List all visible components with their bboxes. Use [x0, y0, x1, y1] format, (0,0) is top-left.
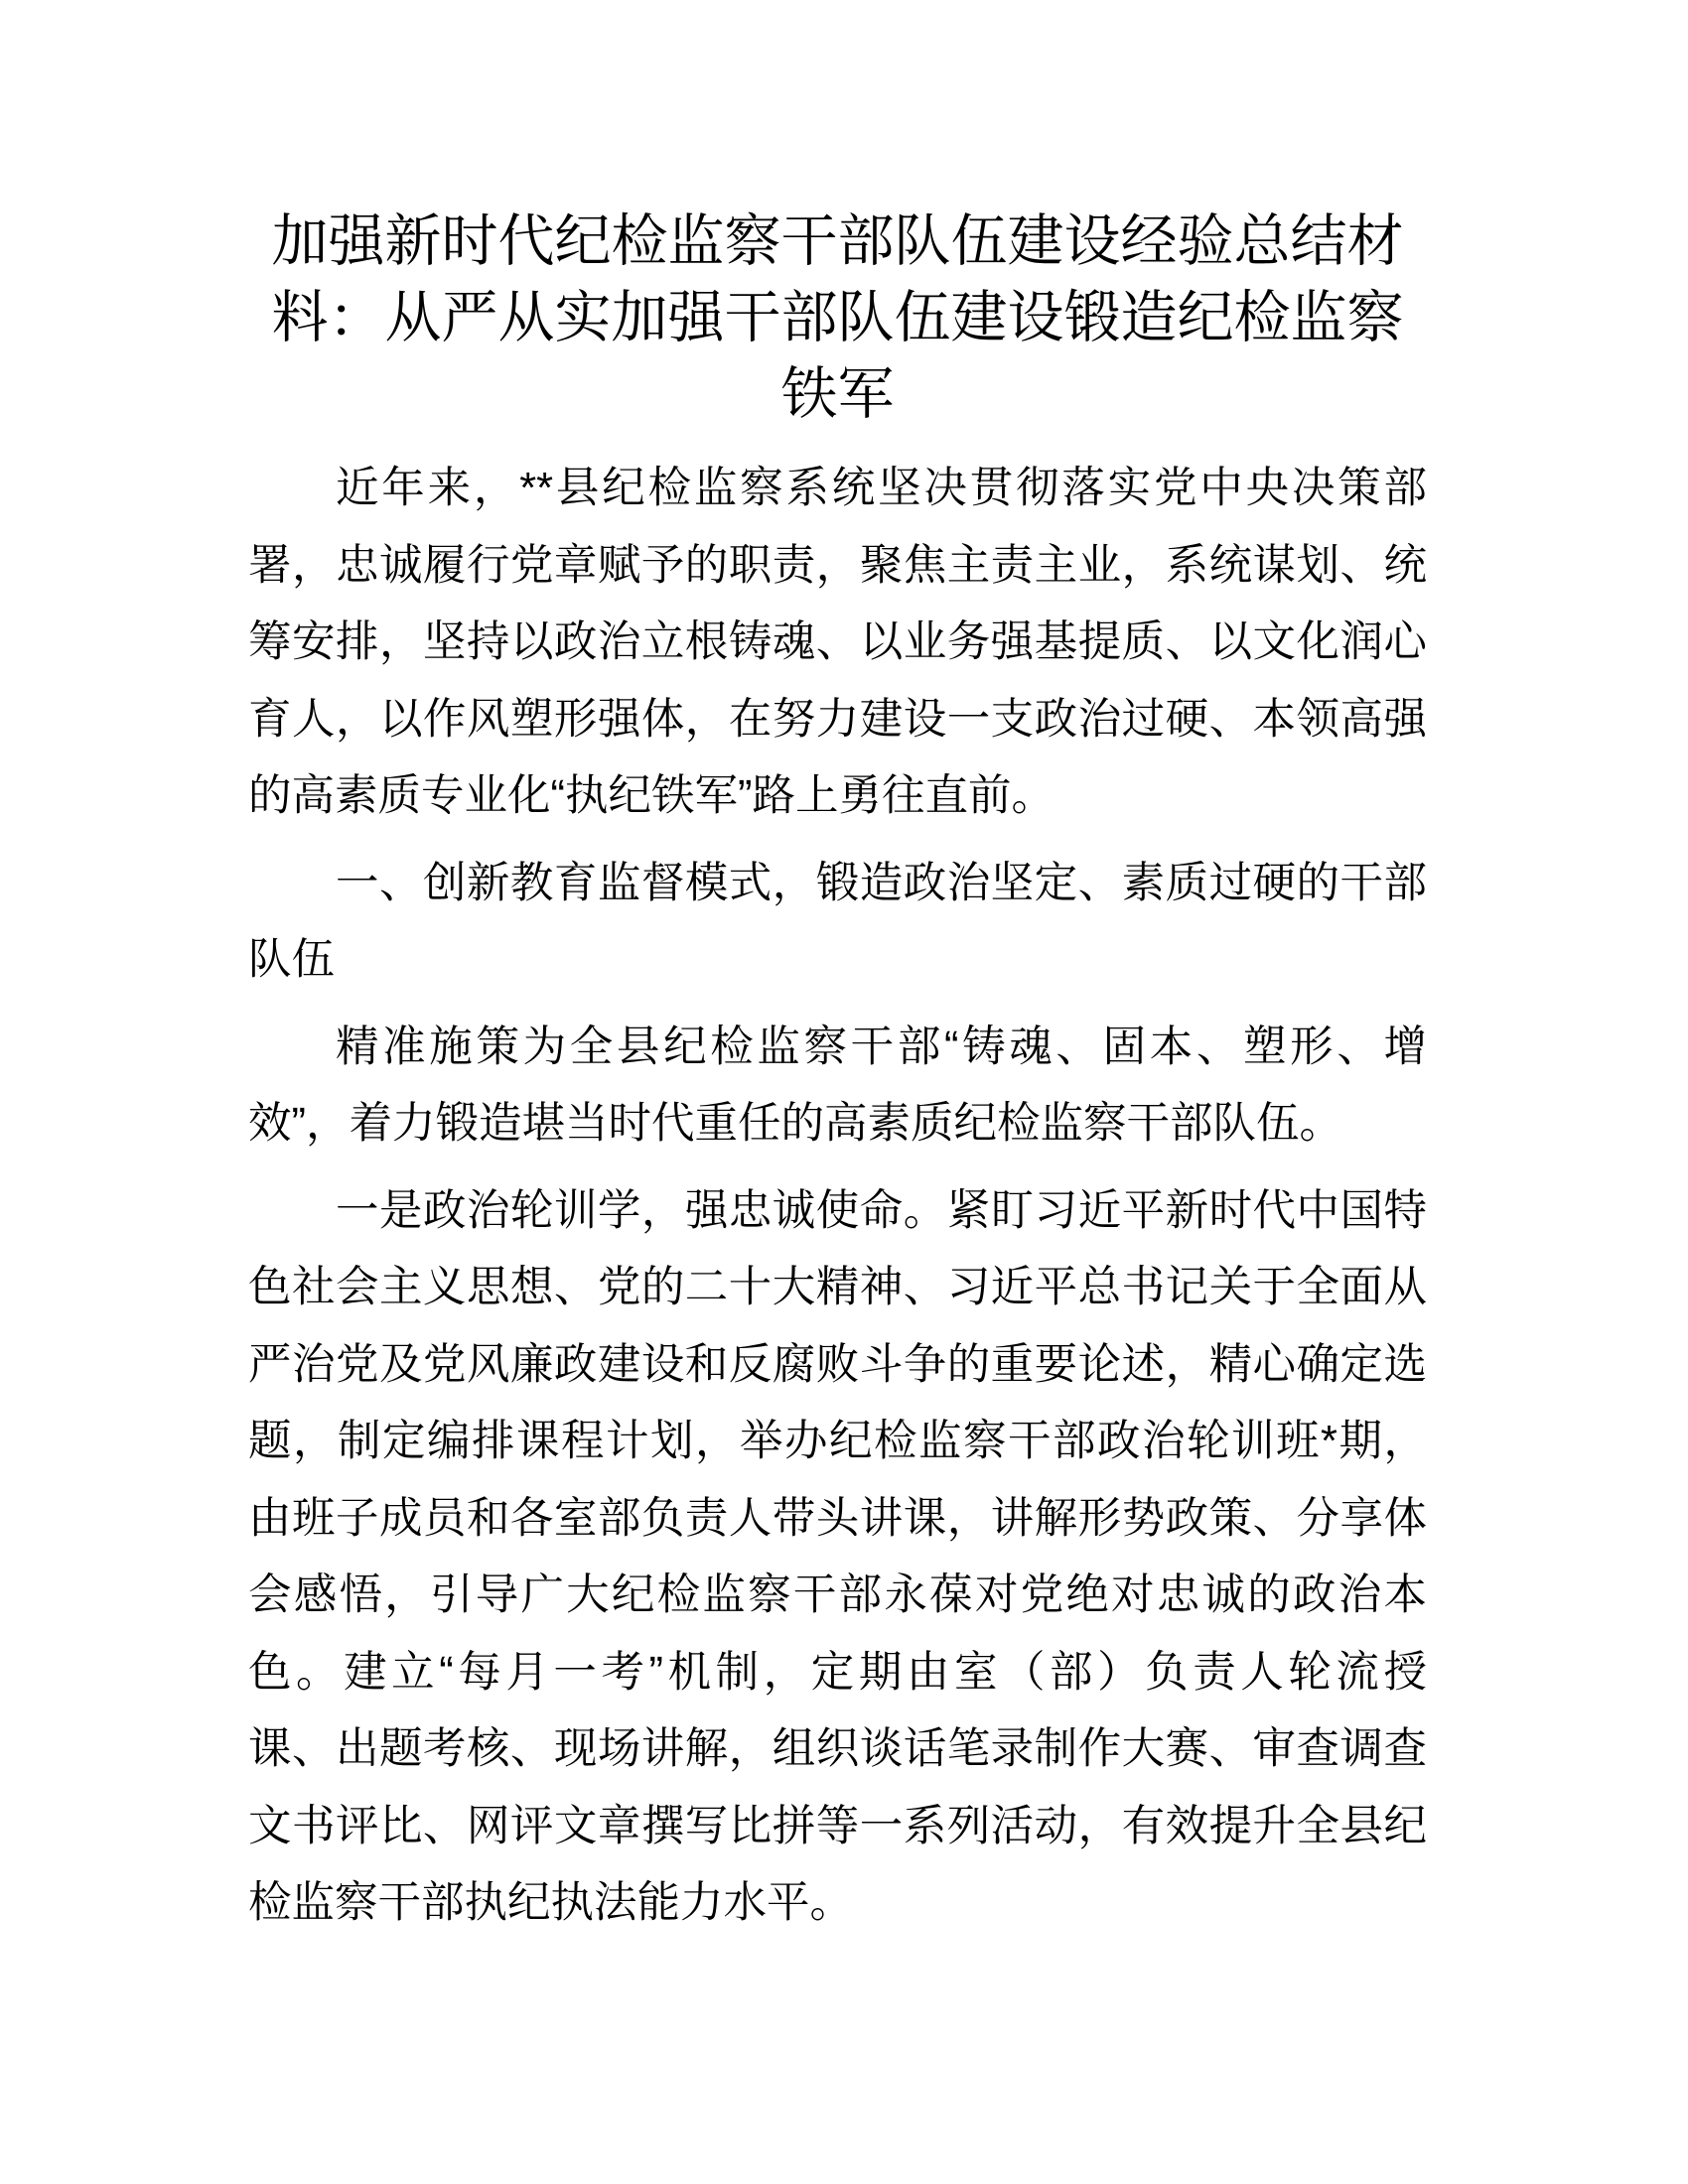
section-intro-paragraph: [248, 1010, 1427, 1163]
text-line: 精准施策为全县纪检监察干部“铸魂、固本、塑形、增: [336, 1023, 1427, 1071]
text-line: 育人，以作风塑形强体，在努力建设一支政治过硬、本领高强: [248, 695, 1427, 744]
text-line: 由班子成员和各室部负责人带头讲课，讲解形势政策、分享体: [248, 1494, 1427, 1543]
text-line: 效”，着力锻造堪当时代重任的高素质纪检监察干部队伍。: [248, 1100, 1342, 1148]
text-line: 色社会主义思想、党的二十大精神、习近平总书记关于全面从: [248, 1264, 1427, 1311]
text-line: 一、创新教育监督模式，锻造政治坚定、素质过硬的干部: [336, 859, 1427, 907]
title-line: 料：从严从实加强干部队伍建设锻造纪检监察: [271, 286, 1404, 349]
body-paragraph: [248, 1173, 1427, 1943]
title-line: 铁军: [780, 362, 895, 426]
text-line: 近年来，**县纪检监察系统坚决贯彻落实党中央决策部: [336, 465, 1427, 512]
text-line: 的高素质专业化“执纪铁军”路上勇往直前。: [248, 772, 1055, 820]
text-line: 课、出题考核、现场讲解，组织谈话笔录制作大赛、审查调查: [248, 1725, 1427, 1773]
document-page: [248, 204, 1427, 1953]
intro-paragraph: [248, 451, 1427, 836]
text-line: 队伍: [248, 936, 335, 984]
document-title: [248, 204, 1427, 433]
text-line: 筹安排，坚持以政治立根铸魂、以业务强基提质、以文化润心: [248, 618, 1427, 666]
text-line: 严治党及党风廉政建设和反腐败斗争的重要论述，精心确定选: [248, 1340, 1427, 1389]
title-line: 加强新时代纪检监察干部队伍建设经验总结材: [271, 209, 1404, 273]
text-line: 色。建立“每月一考”机制，定期由室（部）负责人轮流授: [248, 1648, 1427, 1697]
section-heading: [248, 846, 1427, 1000]
text-line: 题，制定编排课程计划，举办纪检监察干部政治轮训班*期，: [248, 1418, 1427, 1465]
text-line: 会感悟，引导广大纪检监察干部永葆对党绝对忠诚的政治本: [248, 1571, 1427, 1619]
text-line: 检监察干部执纪执法能力水平。: [248, 1879, 853, 1927]
text-line: 署，忠诚履行党章赋予的职责，聚焦主责主业，系统谋划、统: [248, 541, 1427, 590]
text-line: 一是政治轮训学，强忠诚使命。紧盯习近平新时代中国特: [336, 1186, 1427, 1235]
text-line: 文书评比、网评文章撰写比拼等一系列活动，有效提升全县纪: [248, 1802, 1427, 1850]
document-body: [248, 451, 1427, 1943]
